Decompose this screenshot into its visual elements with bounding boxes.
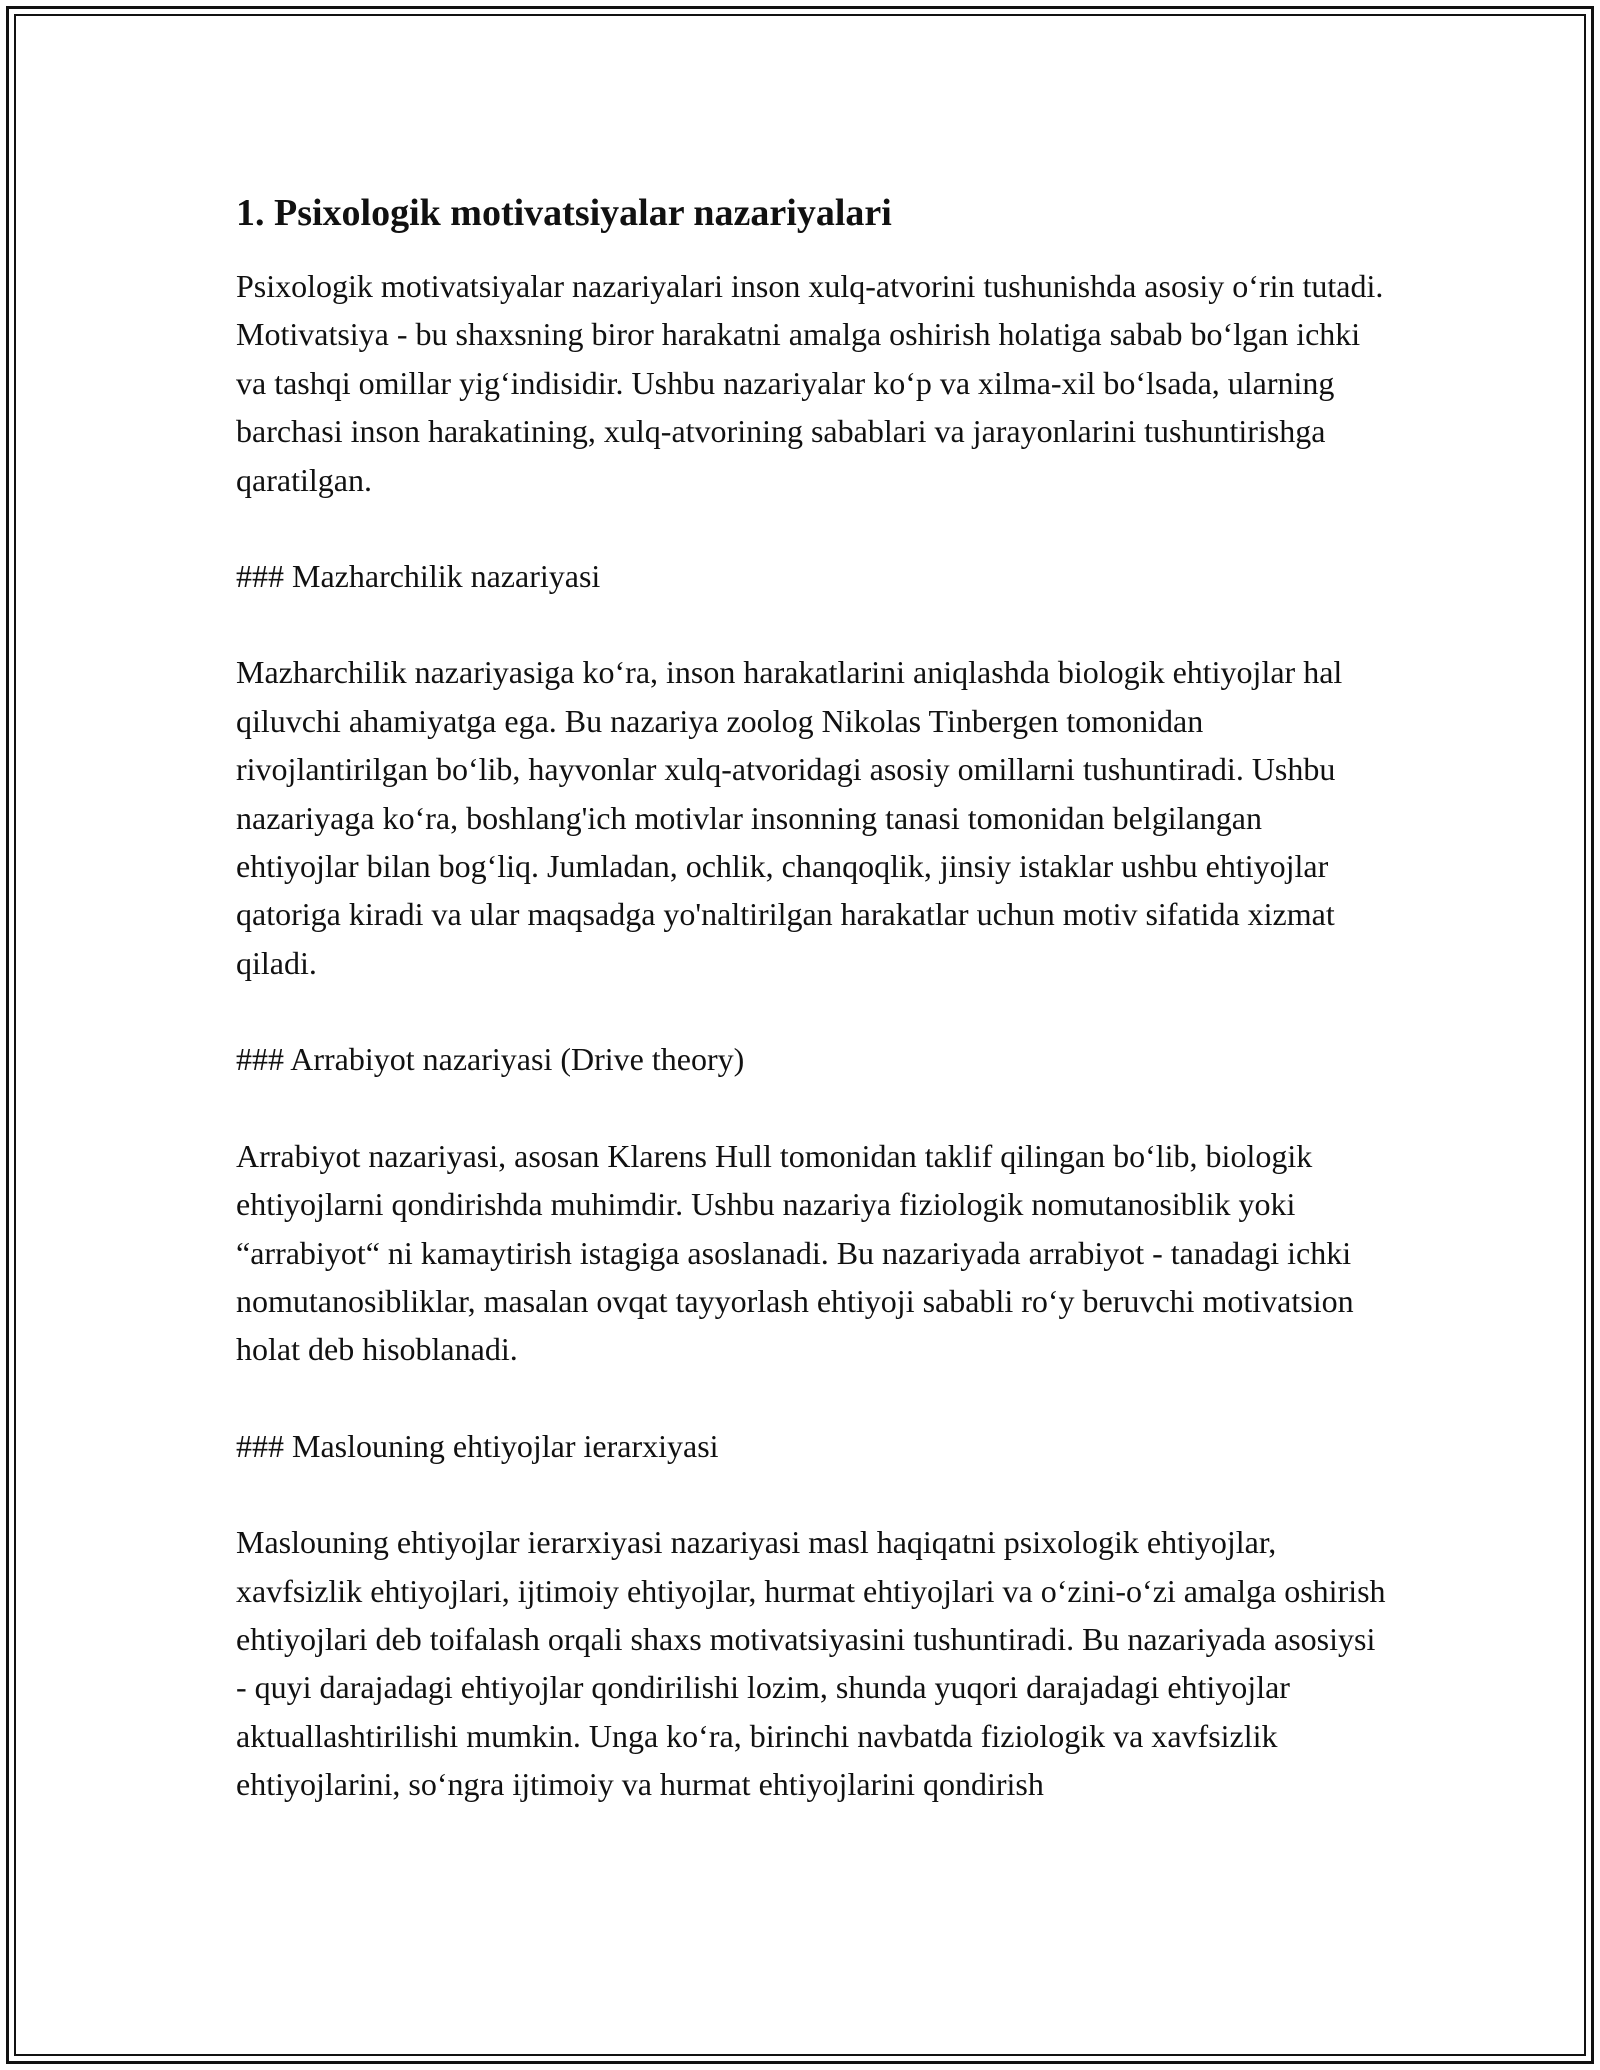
section-body-maslou: Maslouning ehtiyojlar ierarxiyasi nazariyasi masl haqiqatni psixologik ehtiyojlar, xavfsizlik ehtiyojlari, ijtimoiy ehtiyojlar, hurmat ehtiyojlari va o‘zini-o‘zi amalga oshirish ehtiyojlari deb toifalash orqali shaxs motivatsiyasini tushuntiradi. Bu nazariyada asosiysi - quyi darajadagi ehtiyojlar qondirilishi lozim, shunda yuqori darajadagi ehtiyojlar aktuallashtirilishi mumkin. Unga ko‘ra, birinchi navbatda fiziologik va xavfsizlik ehtiyojlarini, so‘ngra ijtimoiy va hurmat ehtiyojlarini qondirish xyxy=(236,1524,1386,1803)
section-heading-maslou: ### Maslouning ehtiyojlar ierarxiyasi xyxy=(236,1427,719,1464)
section-body-mazharchilik: Mazharchilik nazariyasiga ko‘ra, inson harakatlarini aniqlashda biologik ehtiyojlar hal qiluvchi ahamiyatga ega. Bu nazariya zoolog Nikolas Tinbergen tomonidan rivojlantirilgan bo‘lib, hayvonlar xulq-atvoridagi asosiy omillarni tushuntiradi. Ushbu nazariyaga ko‘ra, boshlang'ich motivlar insonning tanasi tomonidan belgilangan ehtiyojlar bilan bog‘liq. Jumladan, ochlik, chanqoqlik, jinsiy istaklar ushbu ehtiyojlar qatoriga kiradi va ular maqsadga yo'naltirilgan harakatlar uchun motiv sifatida xizmat qiladi. xyxy=(236,654,1343,981)
intro-paragraph: Psixologik motivatsiyalar nazariyalari inson xulq-atvorini tushunishda asosiy o‘rin tutadi. Motivatsiya - bu shaxsning biror harakatni amalga oshirish holatiga sabab bo‘lgan ichki va tashqi omillar yig‘indisidir. Ushbu nazariyalar ko‘p va xilma-xil bo‘lsada, ularning barchasi inson harakatining, xulq-atvorining sabablari va jarayonlarini tushuntirishga qaratilgan. xyxy=(236,268,1384,498)
section-body-arrabiyot: Arrabiyot nazariyasi, asosan Klarens Hull tomonidan taklif qilingan bo‘lib, biologik ehtiyojlarni qondirishda muhimdir. Ushbu nazariya fiziologik nomutanosiblik yoki “arrabiyot“ ni kamaytirish istagiga asoslanadi. Bu nazariyada arrabiyot - tanadagi ichki nomutanosibliklar, masalan ovqat tayyorlash ehtiyoji sababli ro‘y beruvchi motivatsion holat deb hisoblanadi. xyxy=(236,1137,1354,1368)
document-body xyxy=(236,186,1386,1857)
section-heading-mazharchilik: ### Mazharchilik nazariyasi xyxy=(236,558,601,595)
section-heading-arrabiyot: ### Arrabiyot nazariyasi (Drive theory) xyxy=(236,1041,745,1078)
document-title: 1. Psixologik motivatsiyalar nazariyalari xyxy=(236,192,892,234)
